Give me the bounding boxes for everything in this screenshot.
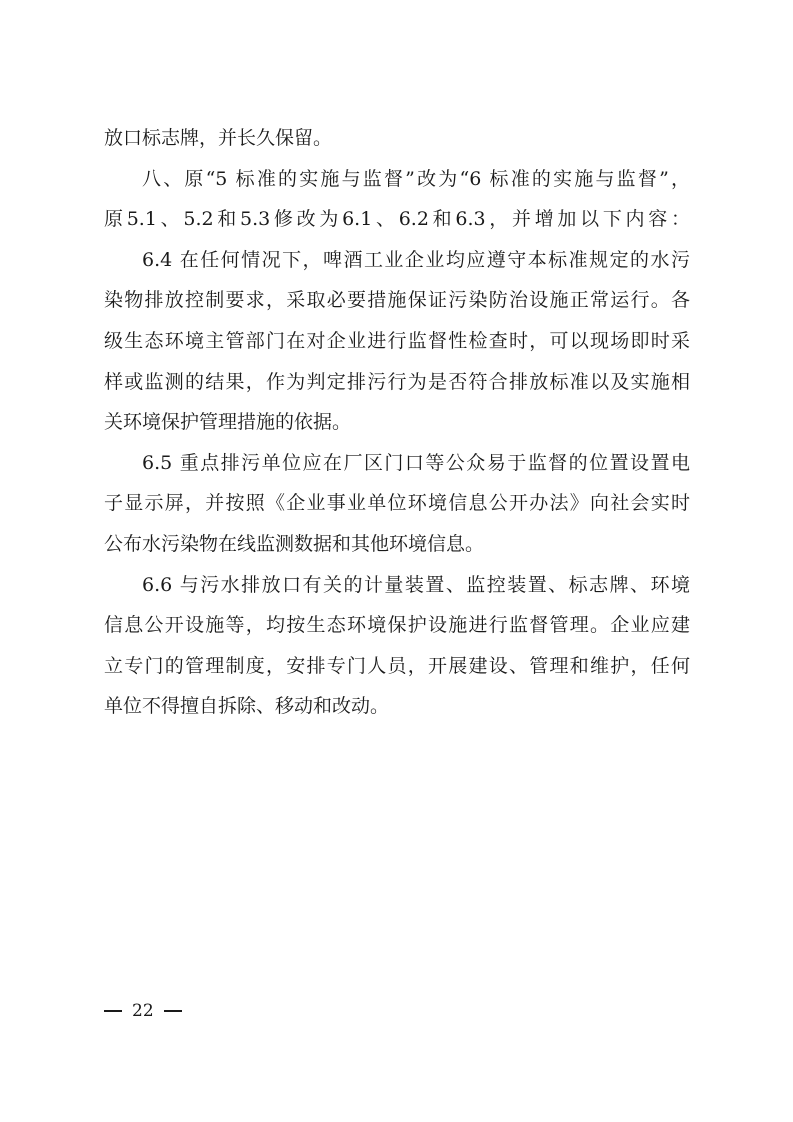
text-line: 6.5 重点排污单位应在厂区门口等公众易于监督的位置设置电 <box>142 451 690 474</box>
text-line: 立专门的管理制度，安排专门人员，开展建设、管理和维护，任何 <box>104 654 690 677</box>
dash-right-icon <box>164 1010 182 1012</box>
text-line: 子显示屏，并按照《企业事业单位环境信息公开办法》向社会实时 <box>104 492 690 515</box>
text-line: 单位不得擅自拆除、移动和改动。 <box>104 695 390 718</box>
text-line: 级生态环境主管部门在对企业进行监督性检查时，可以现场即时采 <box>104 329 690 352</box>
text-line: 八、原“5 标准的实施与监督”改为“6 标准的实施与监督”， <box>142 167 690 190</box>
page-number: 22 <box>132 1001 154 1021</box>
text-line: 原5.1、5.2和5.3修改为6.1、6.2和6.3，并增加以下内容： <box>104 208 690 231</box>
text-line: 信息公开设施等，均按生态环境保护设施进行监督管理。企业应建 <box>104 614 690 637</box>
text-line: 6.6 与污水排放口有关的计量装置、监控装置、标志牌、环境 <box>142 573 690 596</box>
text-line: 公布水污染物在线监测数据和其他环境信息。 <box>104 532 485 555</box>
text-line: 6.4 在任何情况下，啤酒工业企业均应遵守本标准规定的水污 <box>142 248 690 271</box>
body-text <box>104 118 690 727</box>
text-line: 关环境保护管理措施的依据。 <box>104 411 352 434</box>
text-line: 染物排放控制要求，采取必要措施保证污染防治设施正常运行。各 <box>104 289 690 312</box>
page-footer <box>104 996 182 1026</box>
text-line: 样或监测的结果，作为判定排污行为是否符合排放标准以及实施相 <box>104 370 690 393</box>
text-line: 放口标志牌，并长久保留。 <box>104 127 333 149</box>
dash-left-icon <box>104 1010 122 1012</box>
